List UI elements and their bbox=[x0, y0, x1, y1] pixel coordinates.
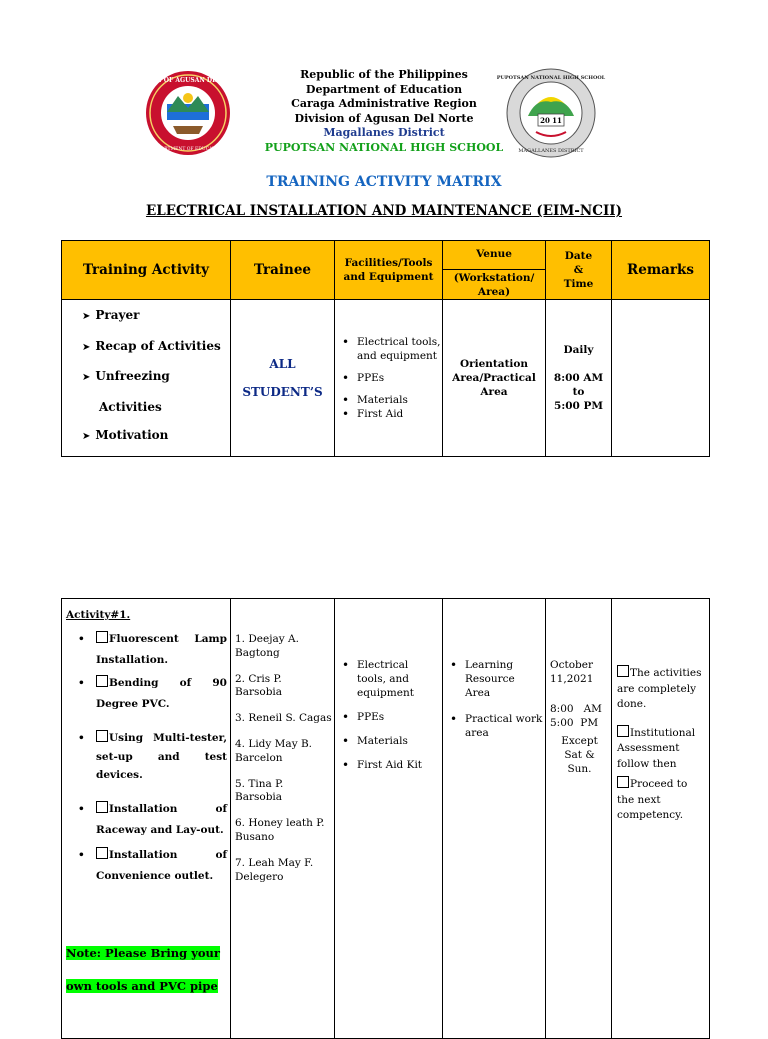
left-seal-top-text: DIVISION OF AGUSAN DEL NORTE bbox=[128, 77, 248, 84]
time2-end: 5:00 PM bbox=[550, 717, 599, 729]
header-remarks: Remarks bbox=[612, 241, 710, 300]
list-item: • Installation of Convenience outlet. bbox=[78, 848, 227, 882]
checkbox-icon bbox=[96, 730, 108, 742]
arrow-icon: ➤ bbox=[82, 341, 91, 353]
list-item: • Bending of 90 Degree PVC. bbox=[78, 677, 227, 710]
left-seal-bottom-text: DEPARTMENT OF EDUCATION bbox=[151, 147, 225, 152]
header-venue-top: Venue bbox=[443, 241, 545, 270]
time2-start: 8:00 AM bbox=[550, 703, 602, 715]
right-seal-year-a: 20 bbox=[540, 116, 550, 125]
republic-line: Republic of the Philippines bbox=[300, 68, 468, 81]
header-date-line2: & bbox=[573, 264, 584, 276]
trainee-cell bbox=[231, 300, 335, 457]
remark-item: The activities are completely done. bbox=[617, 667, 702, 710]
facilities-cell bbox=[335, 300, 443, 457]
district-line: Magallanes District bbox=[323, 126, 445, 140]
table-header-row bbox=[62, 241, 710, 300]
trainee-line2: STUDENT’S bbox=[242, 385, 323, 399]
list-item: • First Aid Kit bbox=[337, 758, 440, 772]
list-item: ➤ Prayer bbox=[82, 308, 140, 322]
checkbox-icon bbox=[96, 801, 108, 813]
date-line1: October bbox=[550, 659, 593, 671]
remarks2-cell bbox=[612, 599, 710, 1039]
list-item: • Using Multi-tester, set-up and test devices. bbox=[78, 732, 227, 781]
except-line1: Except bbox=[561, 735, 598, 747]
trainees-cell bbox=[231, 599, 335, 1039]
list-item: • Learning Resource Area bbox=[445, 658, 543, 700]
letterhead bbox=[230, 68, 538, 156]
remark-item: Institutional Assessment follow then bbox=[617, 726, 696, 770]
date-line2: 11,2021 bbox=[550, 673, 594, 685]
header-trainee: Trainee bbox=[231, 241, 335, 300]
activity1-list bbox=[66, 629, 227, 887]
arrow-icon: ➤ bbox=[82, 311, 91, 322]
facilities2-cell bbox=[335, 599, 443, 1039]
region-line: Caraga Administrative Region bbox=[291, 97, 477, 111]
note-text: Note: Please Bring your own tools and PVC pipe bbox=[66, 945, 220, 993]
checkbox-icon bbox=[96, 631, 108, 643]
list-item: • Practical work area bbox=[445, 712, 543, 740]
table-row bbox=[62, 300, 710, 457]
venue-cell: Orientation Area/Practical Area bbox=[443, 300, 546, 457]
note-block bbox=[66, 937, 227, 1003]
list-item: ➤ Unfreezing bbox=[82, 369, 170, 383]
header-date-line1: Date bbox=[564, 250, 593, 262]
time-end: 5:00 PM bbox=[554, 400, 603, 412]
date-daily: Daily bbox=[563, 344, 594, 356]
school-name: PUPOTSAN NATIONAL HIGH SCHOOL bbox=[264, 140, 504, 154]
time-to: to bbox=[572, 386, 585, 398]
list-item: • Installation of Raceway and Lay-out. bbox=[78, 802, 227, 836]
trainee-line1: ALL bbox=[269, 357, 296, 371]
list-item: • PPEs bbox=[337, 371, 442, 385]
checkbox-icon bbox=[617, 776, 629, 788]
facilities2-list bbox=[337, 658, 440, 772]
trainee-item: 7. Leah May F. Delegero bbox=[235, 856, 314, 883]
department-line: Department of Education bbox=[305, 82, 463, 96]
date2-cell bbox=[546, 599, 612, 1039]
right-seal-bottom-text: MAGALLANES DISTRICT bbox=[518, 148, 584, 154]
header-training-activity: Training Activity bbox=[62, 241, 231, 300]
list-item: • Materials bbox=[337, 393, 442, 407]
right-seal-year-b: 11 bbox=[552, 116, 562, 125]
activity1-table bbox=[61, 598, 710, 1039]
training-matrix-table bbox=[61, 240, 710, 457]
except-line2: Sat & bbox=[564, 749, 595, 761]
checkbox-icon bbox=[617, 665, 629, 677]
checkbox-icon bbox=[617, 725, 629, 737]
venue2-list bbox=[445, 658, 543, 740]
facilities-list bbox=[337, 335, 442, 421]
checkbox-icon bbox=[96, 675, 108, 687]
arrow-icon: ➤ bbox=[82, 431, 91, 442]
list-item: • Fluorescent Lamp Installation. bbox=[78, 633, 227, 666]
remarks-cell bbox=[612, 300, 710, 457]
checkbox-icon bbox=[96, 847, 108, 859]
matrix-title: TRAINING ACTIVITY MATRIX bbox=[266, 174, 502, 190]
list-item: ➤ Motivation bbox=[82, 428, 169, 442]
trainee-item: 4. Lidy May B. Barcelon bbox=[235, 737, 313, 764]
trainee-item: 1. Deejay A. Bagtong bbox=[235, 633, 299, 659]
right-seal-top-text: PUPOTSAN NATIONAL HIGH SCHOOL bbox=[496, 75, 606, 81]
course-title: ELECTRICAL INSTALLATION AND MAINTENANCE (EIM-NCII) bbox=[145, 203, 623, 219]
arrow-icon: ➤ bbox=[82, 372, 91, 383]
remark-item: Proceed to the next competency. bbox=[617, 778, 688, 821]
header-facilities: Facilities/Tools and Equipment bbox=[335, 241, 443, 300]
list-item: • First Aid bbox=[337, 407, 442, 421]
activity-list bbox=[82, 301, 230, 452]
trainee-item: 2. Cris P. Barsobia bbox=[235, 672, 283, 699]
time-start: 8:00 AM bbox=[553, 372, 604, 384]
header-venue-bottom: (Workstation/ Area) bbox=[453, 272, 535, 298]
list-item: • PPEs bbox=[337, 710, 440, 724]
division-seal bbox=[128, 70, 248, 156]
list-item: • Electrical tools, and equipment bbox=[337, 335, 442, 363]
trainee-item: 3. Reneil S. Cagas bbox=[235, 712, 332, 725]
table-row bbox=[62, 599, 710, 1039]
trainee-item: 5. Tina P. Barsobia bbox=[235, 777, 284, 804]
list-item: • Materials bbox=[337, 734, 440, 748]
date-time-cell bbox=[546, 300, 612, 457]
except-line3: Sun. bbox=[567, 763, 592, 775]
header-venue bbox=[443, 241, 546, 300]
division-line: Division of Agusan Del Norte bbox=[294, 111, 474, 125]
list-item: • Electrical tools, and equipment bbox=[337, 658, 440, 700]
activity-cell bbox=[62, 300, 231, 457]
activity1-title: Activity#1. bbox=[66, 609, 131, 621]
activity1-cell bbox=[62, 599, 231, 1039]
list-item: ➤ Recap of Activities bbox=[82, 338, 221, 353]
trainee-item: 6. Honey leath P. Busano bbox=[235, 817, 325, 843]
header-date-line3: Time bbox=[563, 278, 594, 290]
venue2-cell bbox=[443, 599, 546, 1039]
list-item: Activities bbox=[99, 399, 162, 414]
header-date-time bbox=[546, 241, 612, 300]
